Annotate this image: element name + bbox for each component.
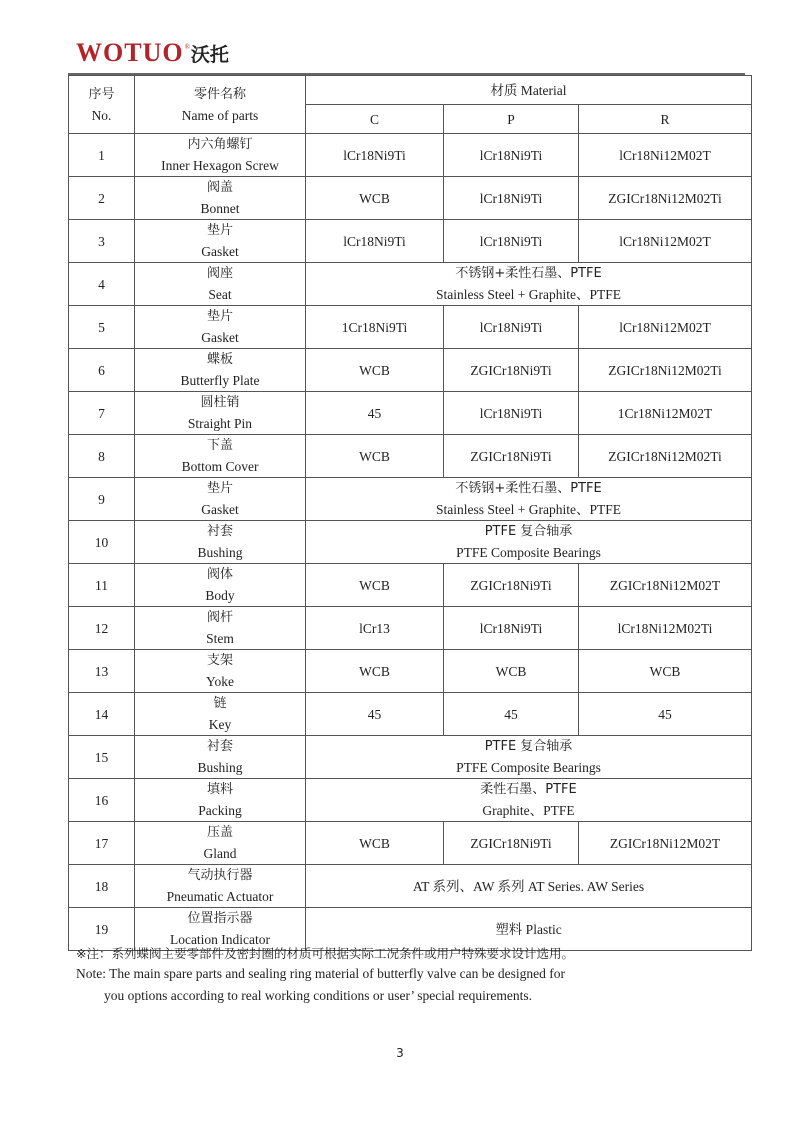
material-merged: [306, 478, 752, 521]
part-name-en: Body: [205, 588, 235, 603]
material-merged-cn: PTFE 复合轴承: [484, 524, 573, 539]
part-name-en: Butterfly Plate: [180, 373, 260, 388]
row-number: 17: [69, 822, 135, 865]
material-p: ZGICr18Ni9Ti: [444, 349, 579, 392]
table-row: [69, 392, 752, 435]
part-name-cn: 衬套: [206, 739, 233, 754]
material-c: lCr18Ni9Ti: [306, 134, 444, 177]
material-merged: [306, 779, 752, 822]
note-english-line2: you options according to real working conditions or user’ special requirements.: [104, 988, 533, 1003]
part-name-en: Seat: [208, 287, 232, 302]
part-name: [135, 177, 306, 220]
part-name-cn: 阀体: [206, 567, 233, 582]
row-number: 2: [69, 177, 135, 220]
header-material-label: 材质 Material: [490, 82, 567, 98]
header-no-cn: 序号: [88, 86, 115, 102]
table-row: [69, 736, 752, 779]
row-number: 12: [69, 607, 135, 650]
part-name-cn: 垫片: [206, 481, 233, 496]
material-r: ZGICr18Ni12M02T: [579, 564, 752, 607]
header-material-c: C: [306, 105, 444, 134]
table-row: [69, 693, 752, 736]
part-name: [135, 306, 306, 349]
material-merged: [306, 736, 752, 779]
material-merged: [306, 263, 752, 306]
material-r: ZGICr18Ni12M02Ti: [579, 349, 752, 392]
part-name-en: Gland: [203, 846, 237, 861]
material-p: ZGICr18Ni9Ti: [444, 822, 579, 865]
logo-text-cn: 沃托: [190, 44, 229, 66]
row-number: 4: [69, 263, 135, 306]
material-merged-cn: 不锈钢+柔性石墨、PTFE: [455, 266, 602, 281]
part-name-cn: 圆柱销: [200, 395, 240, 410]
table-row: [69, 521, 752, 564]
table-row: [69, 607, 752, 650]
row-number: 18: [69, 865, 135, 908]
part-name-en: Packing: [198, 803, 242, 818]
material-p: WCB: [444, 650, 579, 693]
part-name: [135, 478, 306, 521]
header-name-cn: 零件名称: [193, 86, 246, 102]
row-number: 14: [69, 693, 135, 736]
part-name-cn: 蝶板: [206, 352, 233, 367]
row-number: 5: [69, 306, 135, 349]
row-number: 11: [69, 564, 135, 607]
part-name-cn: 位置指示器: [187, 911, 253, 926]
table-row: [69, 177, 752, 220]
part-name-cn: 链: [213, 696, 227, 711]
table-row: [69, 564, 752, 607]
header-material: [306, 76, 752, 105]
part-name: [135, 650, 306, 693]
material-r: lCr18Ni12M02T: [579, 134, 752, 177]
material-c: lCr13: [306, 607, 444, 650]
part-name: [135, 349, 306, 392]
part-name-cn: 阀盖: [206, 180, 233, 195]
material-merged-en: PTFE Composite Bearings: [456, 545, 601, 560]
material-p: lCr18Ni9Ti: [444, 306, 579, 349]
material-c: 45: [306, 693, 444, 736]
part-name-cn: 填料: [206, 782, 233, 797]
part-name-cn: 支架: [206, 653, 233, 668]
part-name: [135, 521, 306, 564]
material-p: lCr18Ni9Ti: [444, 607, 579, 650]
material-c: WCB: [306, 349, 444, 392]
material-r: ZGICr18Ni12M02Ti: [579, 177, 752, 220]
material-merged: AT 系列、AW 系列 AT Series. AW Series: [306, 865, 752, 908]
part-name: [135, 435, 306, 478]
material-merged-en: PTFE Composite Bearings: [456, 760, 601, 775]
material-p: ZGICr18Ni9Ti: [444, 435, 579, 478]
header-name: [135, 76, 306, 134]
material-merged-en: Stainless Steel + Graphite、PTFE: [436, 502, 621, 517]
row-number: 7: [69, 392, 135, 435]
row-number: 1: [69, 134, 135, 177]
part-name-en: Straight Pin: [187, 416, 253, 431]
header-no-en: No.: [91, 107, 112, 123]
table-row: [69, 822, 752, 865]
part-name-en: Inner Hexagon Screw: [161, 158, 279, 173]
part-name-en: Bottom Cover: [181, 459, 259, 474]
material-p: 45: [444, 693, 579, 736]
material-c: 1Cr18Ni9Ti: [306, 306, 444, 349]
part-name-cn: 垫片: [206, 223, 233, 238]
material-c: 45: [306, 392, 444, 435]
part-name-en: Bonnet: [200, 201, 240, 216]
material-c: WCB: [306, 177, 444, 220]
table-row: [69, 349, 752, 392]
note-english-line1: Note: The main spare parts and sealing ring material of butterfly valve can be designed for: [76, 966, 565, 981]
part-name-cn: 衬套: [206, 524, 233, 539]
note-chinese: ※注：系列蝶阀主要零部件及密封圈的材质可根据实际工况条件或用户特殊要求设计选用。: [76, 946, 574, 961]
material-c: WCB: [306, 822, 444, 865]
part-name-en: Location Indicator: [169, 932, 271, 947]
part-name-cn: 压盖: [206, 825, 233, 840]
part-name: [135, 607, 306, 650]
parts-material-table: [68, 75, 752, 951]
row-number: 8: [69, 435, 135, 478]
material-r: 1Cr18Ni12M02T: [579, 392, 752, 435]
logo-text-en: WOTUO: [76, 38, 184, 67]
part-name: [135, 865, 306, 908]
material-p: lCr18Ni9Ti: [444, 177, 579, 220]
table-row: [69, 263, 752, 306]
page-number: 3: [396, 1046, 404, 1060]
part-name-en: Gasket: [201, 244, 239, 259]
part-name-en: Key: [208, 717, 232, 732]
material-r: lCr18Ni12M02T: [579, 306, 752, 349]
row-number: 16: [69, 779, 135, 822]
material-merged-cn: PTFE 复合轴承: [484, 739, 573, 754]
material-r: 45: [579, 693, 752, 736]
part-name-en: Bushing: [197, 545, 243, 560]
part-name: [135, 693, 306, 736]
table-row: [69, 435, 752, 478]
part-name: [135, 220, 306, 263]
part-name: [135, 392, 306, 435]
material-c: WCB: [306, 564, 444, 607]
part-name-cn: 下盖: [206, 438, 233, 453]
table-row: [69, 306, 752, 349]
material-c: WCB: [306, 650, 444, 693]
material-merged: 塑料 Plastic: [306, 908, 752, 951]
material-r: lCr18Ni12M02Ti: [579, 607, 752, 650]
material-merged-en: Graphite、PTFE: [482, 803, 575, 818]
row-number: 19: [69, 908, 135, 951]
part-name-cn: 阀杆: [206, 610, 233, 625]
part-name-cn: 阀座: [206, 266, 233, 281]
header-material-p: P: [444, 105, 579, 134]
material-p: ZGICr18Ni9Ti: [444, 564, 579, 607]
header-material-r: R: [579, 105, 752, 134]
part-name: [135, 822, 306, 865]
material-c: lCr18Ni9Ti: [306, 220, 444, 263]
company-logo: [76, 38, 229, 68]
row-number: 13: [69, 650, 135, 693]
table-row: [69, 478, 752, 521]
material-p: lCr18Ni9Ti: [444, 134, 579, 177]
row-number: 3: [69, 220, 135, 263]
table-row: [69, 220, 752, 263]
material-c: WCB: [306, 435, 444, 478]
part-name-en: Bushing: [197, 760, 243, 775]
part-name: [135, 779, 306, 822]
material-r: WCB: [579, 650, 752, 693]
part-name: [135, 263, 306, 306]
part-name-en: Gasket: [201, 330, 239, 345]
part-name-en: Yoke: [206, 674, 234, 689]
part-name-en: Stem: [206, 631, 234, 646]
part-name: [135, 736, 306, 779]
material-merged-en: Stainless Steel + Graphite、PTFE: [436, 287, 621, 302]
material-p: lCr18Ni9Ti: [444, 392, 579, 435]
table-row: [69, 650, 752, 693]
registered-mark: ®: [184, 43, 190, 51]
row-number: 9: [69, 478, 135, 521]
material-r: ZGICr18Ni12M02T: [579, 822, 752, 865]
table-row: [69, 865, 752, 908]
row-number: 6: [69, 349, 135, 392]
material-merged-cn: 不锈钢+柔性石墨、PTFE: [455, 481, 602, 496]
material-merged: [306, 521, 752, 564]
part-name-cn: 内六角螺钉: [187, 137, 253, 152]
material-merged-cn: 柔性石墨、PTFE: [480, 782, 577, 797]
table-row: [69, 134, 752, 177]
material-r: ZGICr18Ni12M02Ti: [579, 435, 752, 478]
part-name-cn: 垫片: [206, 309, 233, 324]
part-name-en: Gasket: [201, 502, 239, 517]
part-name: [135, 134, 306, 177]
material-p: lCr18Ni9Ti: [444, 220, 579, 263]
header-name-en: Name of parts: [181, 107, 259, 123]
header-no: [69, 76, 135, 134]
row-number: 15: [69, 736, 135, 779]
table-row: [69, 779, 752, 822]
part-name-cn: 气动执行器: [187, 868, 253, 883]
material-r: lCr18Ni12M02T: [579, 220, 752, 263]
part-name-en: Pneumatic Actuator: [166, 889, 274, 904]
part-name: [135, 564, 306, 607]
row-number: 10: [69, 521, 135, 564]
